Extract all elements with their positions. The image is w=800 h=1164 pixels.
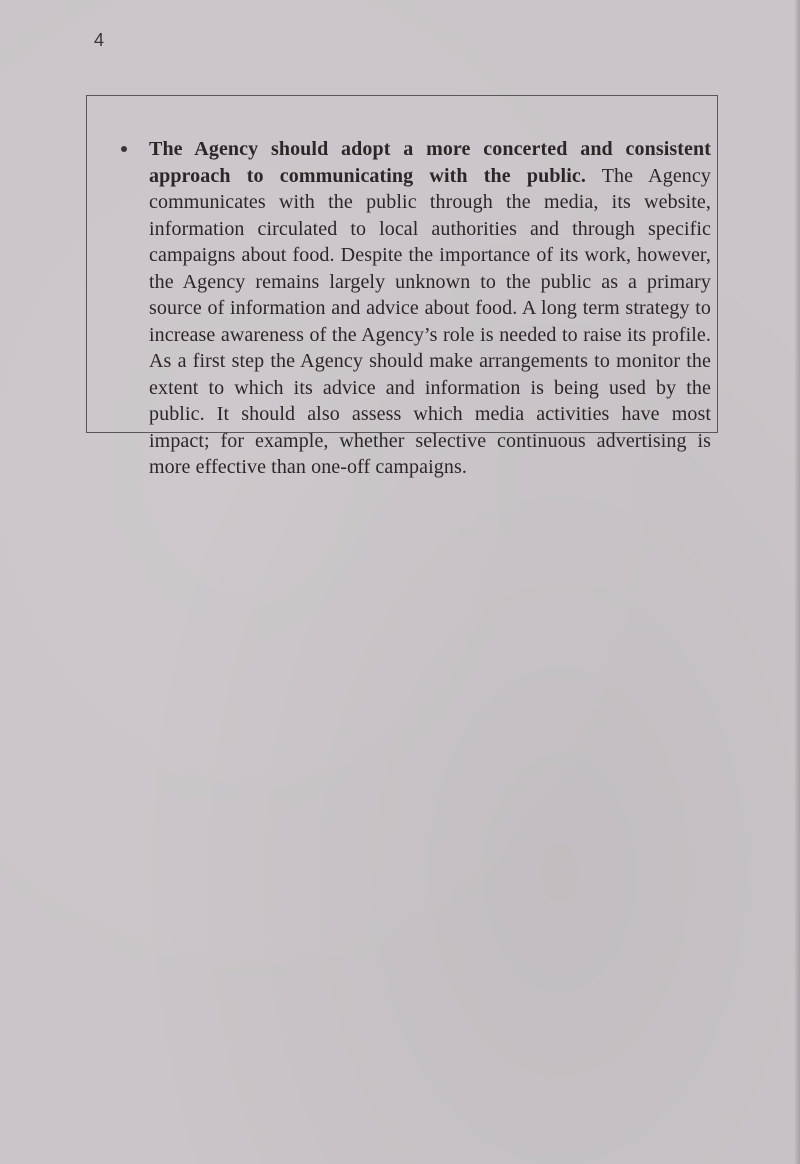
recommendation-lead: The Agency should adopt a more concerted and consistent approach to communicating with the public. [149, 138, 711, 187]
bullet-icon [121, 146, 127, 152]
recommendation-body: The Agency communicates with the public through the media, its website, information circulated to local authorities and through specific campaigns about food. Despite the importance of its work, however, the Agency remains largely unknown to the public as a primary source of information and advice about food. A long term strategy to increase awareness of the Agency’s role is needed to raise its profile. As a first step the Agency should make arrangements to monitor the extent to which its advice and information is being used by the public. It should also assess which media activities have most impact; for example, whether selective continuous advertising is more effective than one-off campaigns. [149, 164, 711, 478]
page-number: 4 [94, 30, 105, 50]
recommendation-box [86, 95, 718, 478]
recommendation-paragraph [149, 136, 711, 481]
page-edge-shadow [794, 0, 800, 1164]
